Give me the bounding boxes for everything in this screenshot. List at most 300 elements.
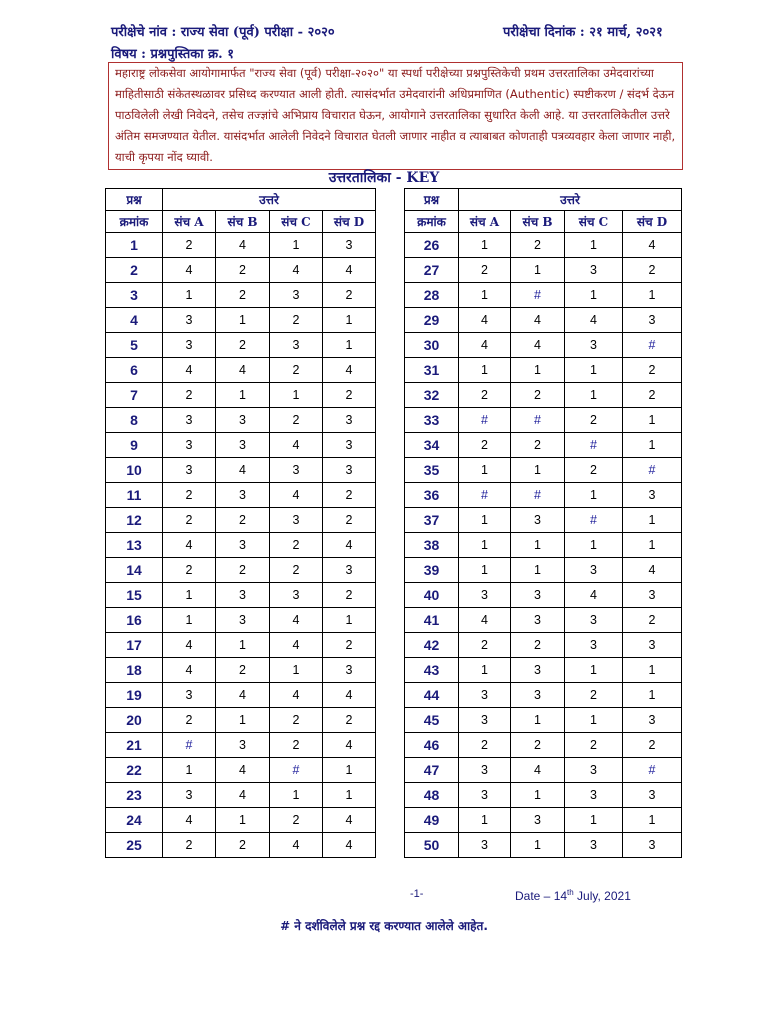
answer-cell: 3 xyxy=(216,408,270,433)
answer-cell: 2 xyxy=(459,733,511,758)
answer-cell: # xyxy=(459,483,511,508)
answer-cell: 3 xyxy=(216,483,270,508)
answer-cell: 1 xyxy=(459,808,511,833)
answer-cell: 3 xyxy=(623,783,682,808)
answer-cell: 4 xyxy=(323,358,376,383)
answer-cell: 1 xyxy=(459,508,511,533)
question-number: 20 xyxy=(106,708,163,733)
answer-cell: # xyxy=(511,283,565,308)
cancelled-note: # ने दर्शविलेले प्रश्न रद्द करण्यात आलेले आहेत. xyxy=(280,919,488,933)
table-row xyxy=(106,283,376,308)
table-row xyxy=(405,558,682,583)
answer-cell: 1 xyxy=(511,258,565,283)
table-row xyxy=(106,433,376,458)
table-row xyxy=(405,358,682,383)
answer-cell: 3 xyxy=(511,583,565,608)
table-row xyxy=(106,408,376,433)
answer-cell: 1 xyxy=(323,758,376,783)
answer-cell: 1 xyxy=(323,783,376,808)
answer-cell: 1 xyxy=(623,283,682,308)
answer-cell: 2 xyxy=(623,358,682,383)
table-row xyxy=(106,383,376,408)
answer-cell: 1 xyxy=(511,558,565,583)
table-row xyxy=(106,633,376,658)
answer-cell: 1 xyxy=(459,283,511,308)
question-number: 29 xyxy=(405,308,459,333)
answer-cell: 1 xyxy=(511,358,565,383)
question-number: 16 xyxy=(106,608,163,633)
answer-cell: 1 xyxy=(511,458,565,483)
table-row xyxy=(106,358,376,383)
question-number: 2 xyxy=(106,258,163,283)
answer-cell: 3 xyxy=(623,483,682,508)
table-row xyxy=(405,458,682,483)
answer-cell: 4 xyxy=(323,833,376,858)
answer-cell: 4 xyxy=(270,608,323,633)
answer-cell: 1 xyxy=(565,383,623,408)
table-row xyxy=(405,483,682,508)
answer-cell: 1 xyxy=(270,658,323,683)
answer-cell: 4 xyxy=(623,233,682,258)
answer-cell: 4 xyxy=(163,633,216,658)
answer-cell: 2 xyxy=(163,233,216,258)
question-number: 23 xyxy=(106,783,163,808)
answer-cell: 1 xyxy=(216,633,270,658)
answer-cell: 1 xyxy=(459,658,511,683)
question-number: 17 xyxy=(106,633,163,658)
question-number: 47 xyxy=(405,758,459,783)
set-d-header: संच D xyxy=(623,211,682,233)
set-a-header: संच A xyxy=(163,211,216,233)
answer-cell: 3 xyxy=(623,708,682,733)
answer-cell: 1 xyxy=(459,458,511,483)
answer-cell: 2 xyxy=(459,633,511,658)
answer-cell: 3 xyxy=(565,258,623,283)
answer-cell: 1 xyxy=(623,433,682,458)
answer-cell: 2 xyxy=(623,383,682,408)
table-row xyxy=(405,733,682,758)
question-number: 15 xyxy=(106,583,163,608)
table-row xyxy=(405,308,682,333)
question-number: 22 xyxy=(106,758,163,783)
answer-cell: 3 xyxy=(565,558,623,583)
question-number: 32 xyxy=(405,383,459,408)
answer-cell: 3 xyxy=(216,608,270,633)
exam-date: परीक्षेचा दिनांक : २१ मार्च, २०२१ xyxy=(503,25,663,40)
set-b-header: संच B xyxy=(216,211,270,233)
answer-cell: 3 xyxy=(459,683,511,708)
table-row xyxy=(405,408,682,433)
question-number: 4 xyxy=(106,308,163,333)
answer-cell: 1 xyxy=(565,283,623,308)
set-b-header: संच B xyxy=(511,211,565,233)
answers-header: उत्तरे xyxy=(459,189,682,211)
question-number: 18 xyxy=(106,658,163,683)
table-row xyxy=(405,633,682,658)
answer-cell: 4 xyxy=(511,308,565,333)
answer-cell: 2 xyxy=(511,733,565,758)
question-number: 10 xyxy=(106,458,163,483)
answer-cell: 2 xyxy=(565,408,623,433)
table-row xyxy=(106,508,376,533)
answer-cell: 4 xyxy=(565,308,623,333)
answer-key-table-left xyxy=(105,188,376,858)
answer-cell: 1 xyxy=(511,533,565,558)
answer-cell: 2 xyxy=(323,483,376,508)
answer-cell: 3 xyxy=(511,683,565,708)
answer-cell: 3 xyxy=(270,458,323,483)
answer-cell: 3 xyxy=(323,658,376,683)
answer-cell: 3 xyxy=(511,658,565,683)
qno-header-2: क्रमांक xyxy=(405,211,459,233)
answer-cell: 1 xyxy=(270,233,323,258)
answer-cell: 1 xyxy=(163,583,216,608)
question-number: 43 xyxy=(405,658,459,683)
table-row xyxy=(106,233,376,258)
table-row xyxy=(405,583,682,608)
answer-cell: 2 xyxy=(163,483,216,508)
answer-cell: 2 xyxy=(323,508,376,533)
question-number: 48 xyxy=(405,783,459,808)
table-row xyxy=(405,608,682,633)
answer-cell: 1 xyxy=(323,308,376,333)
answer-cell: 2 xyxy=(565,683,623,708)
answer-cell: 1 xyxy=(565,233,623,258)
question-number: 24 xyxy=(106,808,163,833)
answer-cell: 1 xyxy=(565,658,623,683)
question-number: 1 xyxy=(106,233,163,258)
set-a-header: संच A xyxy=(459,211,511,233)
answer-cell: 2 xyxy=(511,633,565,658)
answer-cell: # xyxy=(163,733,216,758)
qno-header-2: क्रमांक xyxy=(106,211,163,233)
question-number: 3 xyxy=(106,283,163,308)
answers-header: उत्तरे xyxy=(163,189,376,211)
answer-cell: # xyxy=(623,333,682,358)
answer-rows-right xyxy=(405,233,682,858)
answer-cell: 3 xyxy=(323,233,376,258)
question-number: 25 xyxy=(106,833,163,858)
table-row xyxy=(405,533,682,558)
table-row xyxy=(405,433,682,458)
answer-cell: 4 xyxy=(270,433,323,458)
footer-date-prefix: Date – 14 xyxy=(515,889,568,903)
table-row xyxy=(405,683,682,708)
exam-name: परीक्षेचे नांव : राज्य सेवा (पूर्व) परीक्षा - २०२० xyxy=(111,25,335,40)
answer-cell: 2 xyxy=(511,383,565,408)
answer-cell: 2 xyxy=(459,433,511,458)
question-number: 28 xyxy=(405,283,459,308)
answer-cell: 1 xyxy=(216,808,270,833)
answer-cell: 1 xyxy=(565,533,623,558)
answer-cell: 1 xyxy=(216,708,270,733)
answer-cell: 4 xyxy=(163,258,216,283)
answer-cell: 1 xyxy=(163,283,216,308)
question-number: 27 xyxy=(405,258,459,283)
question-number: 36 xyxy=(405,483,459,508)
question-number: 38 xyxy=(405,533,459,558)
answer-cell: 3 xyxy=(565,633,623,658)
notice-box: महाराष्ट्र लोकसेवा आयोगामार्फत "राज्य सेवा (पूर्व) परीक्षा-२०२०" या स्पर्धा परीक्षेच्या प्रश्नपुस्तिकेची प्रथम उत्तरतालिका उमेदवारांच्या माहितीसाठी संकेतस्थळावर प्रसिध्द करण्यात आली होती. त्यासंदर्भात उमेदवारांनी अधिप्रमाणित (Authentic) स्पष्टीकरण / संदर्भ देऊन पाठविलेली लेखी निवेदने, तसेच तज्ज्ञांचे अभिप्राय विचारात घेऊन, आयोगाने उत्तरतालिका सुधारित केली आहे. या उत्तरतालिकेतील उत्तरे अंतिम समजण्यात येतील. यासंदर्भात आलेली निवेदने विचारात घेतली जाणार नाहीत व त्याबाबत कोणताही पत्रव्यवहार केला जाणार नाही, याची कृपया नोंद घ्यावी. xyxy=(108,62,683,170)
answer-cell: 2 xyxy=(216,658,270,683)
answer-cell: 2 xyxy=(163,383,216,408)
answer-cell: 2 xyxy=(163,833,216,858)
answer-cell: 3 xyxy=(623,308,682,333)
table-row xyxy=(405,508,682,533)
answer-cell: 4 xyxy=(216,783,270,808)
answer-cell: 2 xyxy=(270,308,323,333)
answer-cell: 1 xyxy=(511,708,565,733)
answer-cell: 1 xyxy=(511,783,565,808)
qno-header: प्रश्न xyxy=(405,189,459,211)
question-number: 34 xyxy=(405,433,459,458)
answer-cell: 1 xyxy=(459,533,511,558)
question-number: 8 xyxy=(106,408,163,433)
qno-header: प्रश्न xyxy=(106,189,163,211)
answer-cell: 2 xyxy=(216,283,270,308)
answer-cell: 4 xyxy=(323,733,376,758)
answer-cell: 3 xyxy=(216,433,270,458)
table-row xyxy=(106,483,376,508)
table-row xyxy=(405,283,682,308)
answer-cell: 3 xyxy=(459,758,511,783)
answer-cell: 4 xyxy=(216,233,270,258)
question-number: 26 xyxy=(405,233,459,258)
answer-cell: 3 xyxy=(163,308,216,333)
answer-cell: # xyxy=(270,758,323,783)
answer-cell: # xyxy=(565,508,623,533)
answer-cell: 2 xyxy=(565,458,623,483)
question-number: 50 xyxy=(405,833,459,858)
answer-rows-left xyxy=(106,233,376,858)
answer-cell: 4 xyxy=(511,758,565,783)
question-number: 35 xyxy=(405,458,459,483)
answer-cell: 1 xyxy=(565,808,623,833)
question-number: 5 xyxy=(106,333,163,358)
answer-cell: 4 xyxy=(163,533,216,558)
answer-cell: 3 xyxy=(565,333,623,358)
table-row xyxy=(405,758,682,783)
answer-cell: 3 xyxy=(163,683,216,708)
question-number: 9 xyxy=(106,433,163,458)
answer-cell: 3 xyxy=(459,583,511,608)
question-number: 7 xyxy=(106,383,163,408)
answer-cell: 3 xyxy=(270,583,323,608)
answer-cell: 4 xyxy=(459,333,511,358)
question-number: 39 xyxy=(405,558,459,583)
answer-cell: 2 xyxy=(270,558,323,583)
footer-date-suffix: July, 2021 xyxy=(573,889,631,903)
answer-cell: 2 xyxy=(163,558,216,583)
table-row xyxy=(405,383,682,408)
answer-cell: 3 xyxy=(623,633,682,658)
answer-cell: 3 xyxy=(270,333,323,358)
answer-cell: 3 xyxy=(623,583,682,608)
answer-cell: 3 xyxy=(565,758,623,783)
set-c-header: संच C xyxy=(270,211,323,233)
answer-cell: 1 xyxy=(459,358,511,383)
footer-date-sup: th xyxy=(567,888,574,897)
answer-cell: 3 xyxy=(565,608,623,633)
answer-cell: 2 xyxy=(459,383,511,408)
answer-cell: 4 xyxy=(216,683,270,708)
answer-cell: 1 xyxy=(623,508,682,533)
answer-cell: 4 xyxy=(623,558,682,583)
answer-key-title: उत्तरतालिका - KEY xyxy=(328,170,440,186)
answer-cell: 4 xyxy=(459,608,511,633)
answer-cell: 1 xyxy=(459,233,511,258)
answer-cell: 2 xyxy=(565,733,623,758)
answer-cell: 3 xyxy=(323,458,376,483)
answer-cell: 1 xyxy=(216,308,270,333)
answer-cell: 4 xyxy=(511,333,565,358)
answer-cell: 2 xyxy=(511,233,565,258)
answer-cell: 4 xyxy=(323,683,376,708)
answer-cell: 2 xyxy=(323,708,376,733)
answer-cell: 3 xyxy=(216,533,270,558)
table-row xyxy=(106,533,376,558)
answer-cell: 4 xyxy=(216,758,270,783)
question-number: 11 xyxy=(106,483,163,508)
answer-cell: 4 xyxy=(323,533,376,558)
answer-cell: 1 xyxy=(565,358,623,383)
table-row xyxy=(405,833,682,858)
answer-cell: 3 xyxy=(216,583,270,608)
answer-cell: 4 xyxy=(163,658,216,683)
answer-cell: 2 xyxy=(270,533,323,558)
answer-cell: 2 xyxy=(623,608,682,633)
answer-cell: 1 xyxy=(623,408,682,433)
answer-cell: 3 xyxy=(511,608,565,633)
answer-cell: 2 xyxy=(270,733,323,758)
answer-cell: # xyxy=(511,408,565,433)
answer-cell: 2 xyxy=(216,258,270,283)
answer-cell: 2 xyxy=(511,433,565,458)
answer-cell: 3 xyxy=(216,733,270,758)
question-number: 12 xyxy=(106,508,163,533)
answer-cell: 3 xyxy=(459,708,511,733)
answer-cell: 2 xyxy=(216,333,270,358)
table-row xyxy=(405,658,682,683)
answer-cell: 2 xyxy=(163,508,216,533)
answer-cell: 4 xyxy=(270,258,323,283)
answer-cell: 4 xyxy=(216,358,270,383)
answer-cell: 2 xyxy=(323,633,376,658)
answer-cell: 3 xyxy=(459,833,511,858)
table-row xyxy=(106,608,376,633)
answer-cell: 1 xyxy=(163,758,216,783)
answer-cell: 3 xyxy=(623,833,682,858)
answer-cell: 4 xyxy=(270,833,323,858)
table-row xyxy=(106,558,376,583)
question-number: 46 xyxy=(405,733,459,758)
answer-cell: 2 xyxy=(623,258,682,283)
answer-cell: 4 xyxy=(270,633,323,658)
answer-cell: 3 xyxy=(565,783,623,808)
table-row xyxy=(405,783,682,808)
answer-cell: 2 xyxy=(270,408,323,433)
set-d-header: संच D xyxy=(323,211,376,233)
answer-cell: 1 xyxy=(216,383,270,408)
answer-cell: 4 xyxy=(163,358,216,383)
answer-cell: 3 xyxy=(565,833,623,858)
table-row xyxy=(106,708,376,733)
answer-cell: 4 xyxy=(459,308,511,333)
answer-cell: # xyxy=(565,433,623,458)
answer-cell: 2 xyxy=(216,508,270,533)
table-row xyxy=(106,583,376,608)
question-number: 49 xyxy=(405,808,459,833)
answer-cell: 1 xyxy=(565,708,623,733)
answer-cell: 3 xyxy=(270,508,323,533)
table-row xyxy=(405,233,682,258)
question-number: 41 xyxy=(405,608,459,633)
answer-cell: 4 xyxy=(270,483,323,508)
table-row xyxy=(106,308,376,333)
answer-cell: 4 xyxy=(163,808,216,833)
set-c-header: संच C xyxy=(565,211,623,233)
answer-cell: 2 xyxy=(323,583,376,608)
answer-cell: 2 xyxy=(270,358,323,383)
answer-key-table-right xyxy=(404,188,682,858)
table-row xyxy=(106,258,376,283)
answer-cell: # xyxy=(623,458,682,483)
table-row xyxy=(405,258,682,283)
answer-cell: 3 xyxy=(270,283,323,308)
answer-cell: 1 xyxy=(623,658,682,683)
question-number: 37 xyxy=(405,508,459,533)
answer-cell: 3 xyxy=(323,408,376,433)
table-row xyxy=(106,658,376,683)
answer-cell: 4 xyxy=(323,258,376,283)
question-number: 14 xyxy=(106,558,163,583)
answer-cell: 1 xyxy=(565,483,623,508)
answer-cell: 2 xyxy=(216,833,270,858)
answer-cell: 1 xyxy=(623,683,682,708)
table-row xyxy=(106,683,376,708)
table-row xyxy=(405,708,682,733)
question-number: 33 xyxy=(405,408,459,433)
answer-cell: # xyxy=(623,758,682,783)
answer-cell: 1 xyxy=(163,608,216,633)
question-number: 44 xyxy=(405,683,459,708)
question-number: 6 xyxy=(106,358,163,383)
answer-cell: 3 xyxy=(323,433,376,458)
answer-cell: 4 xyxy=(216,458,270,483)
answer-cell: 3 xyxy=(511,808,565,833)
question-number: 30 xyxy=(405,333,459,358)
answer-cell: 1 xyxy=(323,608,376,633)
page-number: -1- xyxy=(410,888,424,900)
answer-cell: 4 xyxy=(270,683,323,708)
answer-cell: 1 xyxy=(511,833,565,858)
answer-cell: 2 xyxy=(270,708,323,733)
answer-cell: 2 xyxy=(323,283,376,308)
answer-cell: 4 xyxy=(323,808,376,833)
answer-cell: 3 xyxy=(323,558,376,583)
answer-cell: 3 xyxy=(163,458,216,483)
question-number: 31 xyxy=(405,358,459,383)
table-row xyxy=(106,758,376,783)
answer-cell: 2 xyxy=(323,383,376,408)
answer-cell: # xyxy=(511,483,565,508)
answer-cell: 1 xyxy=(459,558,511,583)
question-number: 40 xyxy=(405,583,459,608)
answer-cell: 3 xyxy=(163,333,216,358)
footer-date xyxy=(515,888,631,903)
answer-cell: 3 xyxy=(459,783,511,808)
question-number: 19 xyxy=(106,683,163,708)
